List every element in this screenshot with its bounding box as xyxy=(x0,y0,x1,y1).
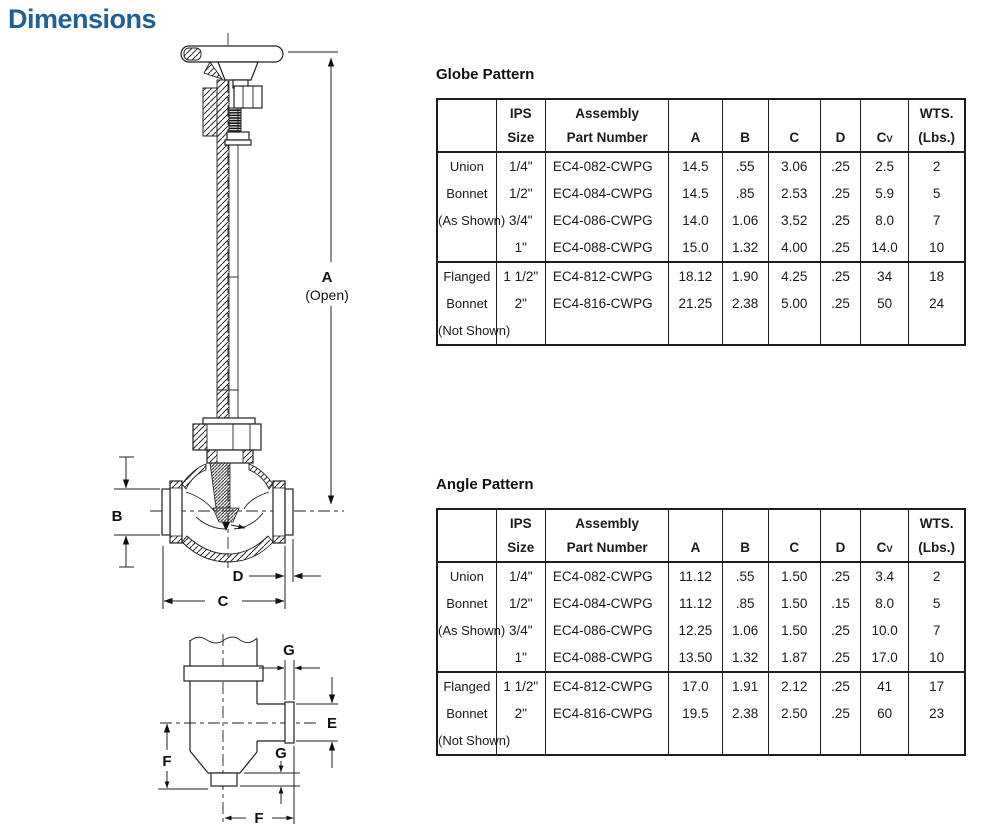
cell-text: 17 xyxy=(929,679,945,694)
cell-text: 15.0 xyxy=(682,240,709,255)
cell-text: 19.5 xyxy=(682,706,709,721)
dim-label-c: C xyxy=(217,593,229,610)
cell-text: 2" xyxy=(514,706,527,721)
cell-ips-size xyxy=(496,152,545,262)
cell-text: EC4-088-CWPG xyxy=(552,240,653,255)
cell-text: 14.0 xyxy=(682,213,709,228)
cell-text: .25 xyxy=(831,650,850,665)
cell-text: 2.53 xyxy=(781,186,808,201)
cell-text: EC4-084-CWPG xyxy=(552,596,653,611)
cell-text: Bonnet xyxy=(446,706,488,721)
header-cell-content xyxy=(861,100,908,151)
valve-body xyxy=(162,463,293,562)
header-text: Part Number xyxy=(566,540,648,555)
col-header-wts xyxy=(909,509,965,562)
cell-text: 34 xyxy=(877,269,893,284)
cell-text: EC4-082-CWPG xyxy=(552,569,653,584)
header-cell-content xyxy=(669,100,721,151)
angle-pattern-table xyxy=(436,508,966,756)
header-cv xyxy=(861,536,908,560)
cell-text: 2.50 xyxy=(781,706,808,721)
col-header-ips-size xyxy=(496,509,545,562)
cell-text: 21.25 xyxy=(678,296,713,311)
cell-text: Union xyxy=(449,159,484,174)
cell-dim-a xyxy=(669,562,722,672)
cell-text: 1/2" xyxy=(509,186,533,201)
cell-text: .55 xyxy=(735,159,755,174)
cell-text: 10 xyxy=(929,650,945,665)
table-group-row xyxy=(437,672,965,755)
cell-text: EC4-086-CWPG xyxy=(552,213,653,228)
col-header-c xyxy=(768,509,820,562)
header-text: WTS. xyxy=(919,106,954,121)
cell-text: 7 xyxy=(932,213,941,228)
header-text xyxy=(438,536,496,560)
cell-text: .25 xyxy=(831,569,850,584)
cell-text: .25 xyxy=(831,240,850,255)
header-cell-content xyxy=(497,510,545,561)
cell-text: 14.0 xyxy=(871,240,898,255)
cell-text: 11.12 xyxy=(679,596,712,611)
cell-text: 2.38 xyxy=(731,296,759,311)
cell-text: .25 xyxy=(831,186,850,201)
dim-label-open: (Open) xyxy=(305,287,349,303)
dimension-d xyxy=(233,539,321,609)
union-bonnet xyxy=(193,418,261,463)
cell-text: 5.9 xyxy=(875,186,894,201)
header-cv-main: C xyxy=(876,130,887,145)
cell-wts xyxy=(909,562,965,672)
table-group-row xyxy=(437,262,965,345)
cell-text: 17.0 xyxy=(682,679,709,694)
cell-text: .25 xyxy=(831,706,850,721)
angle-valve-drawing xyxy=(158,634,338,827)
cell-text: EC4-812-CWPG xyxy=(552,679,653,694)
dim-label-e: E xyxy=(326,715,338,732)
header-text: A xyxy=(690,540,701,555)
cell-text: 7 xyxy=(932,623,941,638)
dimension-g-top xyxy=(259,642,320,700)
table-group-row xyxy=(437,562,965,672)
valve-technical-drawing xyxy=(0,0,430,835)
cell-text: (Not Shown) xyxy=(438,323,511,338)
cell-text: 2.12 xyxy=(781,679,808,694)
cell-cv xyxy=(861,562,909,672)
cell-text: 11.12 xyxy=(679,569,712,584)
cell-text: .25 xyxy=(831,213,850,228)
header-text: B xyxy=(740,130,750,145)
cell-part-number xyxy=(545,152,668,262)
cell-text: 8.0 xyxy=(875,596,894,611)
cell-dim-c xyxy=(768,562,820,672)
header-cell-content xyxy=(497,100,545,151)
header-text: (Lbs.) xyxy=(918,540,955,555)
dim-label-b: B xyxy=(111,508,123,525)
header-cell-content xyxy=(723,510,768,561)
globe-pattern-section xyxy=(436,66,981,346)
col-header-assembly xyxy=(545,509,668,562)
cell-text: 1.50 xyxy=(781,596,808,611)
header-text: (Lbs.) xyxy=(918,130,955,145)
cell-wts xyxy=(909,262,965,345)
cell-text: Bonnet xyxy=(446,186,488,201)
angle-pattern-title: Angle Pattern xyxy=(436,476,534,493)
cell-text: 2.5 xyxy=(875,159,894,174)
cell-text: 1 1/2" xyxy=(503,269,539,284)
cell-text: 1" xyxy=(514,650,527,665)
col-header-a xyxy=(669,99,722,152)
cell-text: Flanged xyxy=(443,679,491,694)
cell-text: 5.00 xyxy=(781,296,808,311)
header-text: A xyxy=(690,130,701,145)
cell-text: 17.0 xyxy=(871,650,898,665)
dim-label-f-bottom: F xyxy=(254,810,264,827)
cell-text: (Not Shown) xyxy=(438,733,511,748)
cell-text: 18 xyxy=(929,269,945,284)
cell-dim-b xyxy=(722,562,768,672)
header-text: Part Number xyxy=(566,130,648,145)
dim-label-g-top: G xyxy=(283,642,295,659)
cell-text: 1.50 xyxy=(781,569,808,584)
cell-dim-c xyxy=(768,152,820,262)
cell-text: 2 xyxy=(932,569,941,584)
header-cell-content xyxy=(769,510,820,561)
header-text: D xyxy=(835,130,846,145)
cell-cv xyxy=(861,672,909,755)
cell-text: 3.52 xyxy=(781,213,808,228)
cell-text: 1/2" xyxy=(509,596,533,611)
header-cell-content xyxy=(438,510,496,561)
cell-dim-d xyxy=(820,672,860,755)
cell-text: 24 xyxy=(929,296,945,311)
header-cv-sub: V xyxy=(886,544,893,555)
col-header-a xyxy=(669,509,722,562)
cell-text: 1/4" xyxy=(509,159,533,174)
dimension-f-side xyxy=(158,724,208,789)
col-header-wts xyxy=(909,99,965,152)
cell-dim-c xyxy=(768,262,820,345)
header-cv-sub: V xyxy=(886,134,893,145)
cell-text: .25 xyxy=(831,623,850,638)
cell-text: 50 xyxy=(877,296,893,311)
cell-dim-a xyxy=(669,152,722,262)
cell-text: (As Shown) xyxy=(438,623,506,638)
cell-text: 41 xyxy=(877,679,893,694)
header-cv-main: C xyxy=(876,540,887,555)
col-header-cv xyxy=(861,509,909,562)
col-header-ips-size xyxy=(496,99,545,152)
cell-text: Bonnet xyxy=(446,596,488,611)
cell-text: EC4-084-CWPG xyxy=(552,186,653,201)
cell-text: 4.00 xyxy=(781,240,808,255)
cell-dim-a xyxy=(669,262,722,345)
cell-text: EC4-082-CWPG xyxy=(552,159,653,174)
cell-part-number xyxy=(545,672,668,755)
header-text: Size xyxy=(507,130,535,145)
header-cell-content xyxy=(723,100,768,151)
cell-text: EC4-088-CWPG xyxy=(552,650,653,665)
cell-text: 14.5 xyxy=(682,186,709,201)
header-text: C xyxy=(789,130,800,145)
cell-text: 1.91 xyxy=(731,679,759,694)
cell-text: 3.4 xyxy=(875,569,894,584)
cell-text: 1.87 xyxy=(781,650,808,665)
cell-text: (As Shown) xyxy=(438,213,506,228)
table-header-row xyxy=(437,99,965,152)
dim-label-a: A xyxy=(321,269,333,286)
cell-wts xyxy=(909,672,965,755)
cell-text: 1.32 xyxy=(731,650,759,665)
header-cell-content xyxy=(546,100,668,151)
cell-text: 14.5 xyxy=(682,159,709,174)
cell-dim-d xyxy=(820,262,860,345)
dim-label-g-bottom: G xyxy=(275,745,287,762)
cell-text: 5 xyxy=(932,186,941,201)
cell-text: 1.50 xyxy=(781,623,808,638)
col-header-d xyxy=(820,99,860,152)
cell-text: 3.06 xyxy=(781,159,808,174)
col-header-b xyxy=(722,99,768,152)
cell-type-label xyxy=(437,262,511,345)
cell-text: 60 xyxy=(877,706,893,721)
cell-dim-d xyxy=(820,562,860,672)
cell-cv xyxy=(861,152,909,262)
cell-ips-size xyxy=(496,562,545,672)
header-text: C xyxy=(789,540,800,555)
cell-type-label xyxy=(437,672,511,755)
cell-text: 12.25 xyxy=(678,623,713,638)
cell-dim-b xyxy=(722,262,768,345)
cell-text: 10 xyxy=(929,240,945,255)
cell-dim-c xyxy=(768,672,820,755)
cell-part-number xyxy=(545,262,668,345)
header-cell-content xyxy=(546,510,668,561)
header-cell-content xyxy=(909,100,964,151)
cell-text: EC4-086-CWPG xyxy=(552,623,653,638)
header-text: IPS xyxy=(509,516,532,531)
cell-text: 1" xyxy=(514,240,527,255)
cell-text: Union xyxy=(449,569,484,584)
cell-text: 8.0 xyxy=(875,213,894,228)
cell-text: .85 xyxy=(735,596,755,611)
cell-dim-a xyxy=(669,672,722,755)
cell-text: .25 xyxy=(831,296,850,311)
dimension-b xyxy=(112,457,160,567)
handwheel xyxy=(181,46,283,88)
dim-label-f-side: F xyxy=(162,753,172,770)
cell-cv xyxy=(861,262,909,345)
globe-pattern-table xyxy=(436,98,966,346)
cell-text: 3/4" xyxy=(509,623,533,638)
cell-text: 2" xyxy=(514,296,527,311)
cell-text: 5 xyxy=(932,596,941,611)
cell-text: .55 xyxy=(735,569,755,584)
angle-pattern-section xyxy=(436,476,981,756)
table-header-row xyxy=(437,509,965,562)
cell-text: 1.32 xyxy=(731,240,759,255)
cell-text: .25 xyxy=(831,679,850,694)
header-text: B xyxy=(740,540,750,555)
cell-text: EC4-816-CWPG xyxy=(552,296,653,311)
globe-valve-drawing xyxy=(112,33,349,610)
header-text: Size xyxy=(507,540,535,555)
cell-text: 1.06 xyxy=(731,623,759,638)
cell-text: Flanged xyxy=(443,269,491,284)
col-header-corner xyxy=(437,99,496,152)
col-header-c xyxy=(768,99,820,152)
header-cell-content xyxy=(669,510,721,561)
header-text: IPS xyxy=(509,106,532,121)
cell-text: 3/4" xyxy=(509,213,533,228)
col-header-b xyxy=(722,509,768,562)
header-cell-content xyxy=(861,510,908,561)
cell-text: 13.50 xyxy=(678,650,713,665)
header-text: Assembly xyxy=(575,106,640,121)
header-cell-content xyxy=(909,510,964,561)
dimension-g-bottom xyxy=(240,745,300,804)
header-text: Assembly xyxy=(575,516,640,531)
header-text: D xyxy=(835,540,846,555)
cell-text: 1.06 xyxy=(731,213,759,228)
page-title: Dimensions xyxy=(8,4,157,34)
cell-wts xyxy=(909,152,965,262)
dim-label-d: D xyxy=(232,568,244,585)
header-text: WTS. xyxy=(919,516,954,531)
cell-text: EC4-816-CWPG xyxy=(552,706,653,721)
header-cell-content xyxy=(769,100,820,151)
header-cell-content xyxy=(438,100,496,151)
col-header-assembly xyxy=(545,99,668,152)
table-group-row xyxy=(437,152,965,262)
cell-text: .15 xyxy=(831,596,850,611)
cell-text: .25 xyxy=(831,159,850,174)
cell-type-label xyxy=(437,562,506,672)
header-cell-content xyxy=(821,510,860,561)
cell-text: 2.38 xyxy=(731,706,759,721)
header-cv xyxy=(861,126,908,150)
cell-type-label xyxy=(437,152,506,262)
cell-text: 1/4" xyxy=(509,569,533,584)
header-cell-content xyxy=(821,100,860,151)
cell-dim-d xyxy=(820,152,860,262)
col-header-cv xyxy=(861,99,909,152)
cell-text: 1 1/2" xyxy=(503,679,539,694)
col-header-corner xyxy=(437,509,496,562)
cell-text: 23 xyxy=(929,706,945,721)
cell-part-number xyxy=(545,562,668,672)
cell-dim-b xyxy=(722,672,768,755)
angle-body xyxy=(184,637,294,786)
cell-text: 10.0 xyxy=(871,623,898,638)
globe-pattern-title: Globe Pattern xyxy=(436,66,535,83)
cell-dim-b xyxy=(722,152,768,262)
cell-text: Bonnet xyxy=(446,296,488,311)
packing-nut xyxy=(203,86,262,145)
cell-text: 1.90 xyxy=(731,269,759,284)
header-text xyxy=(438,126,496,150)
cell-text: .85 xyxy=(735,186,755,201)
dimension-a xyxy=(288,52,349,504)
cell-text: EC4-812-CWPG xyxy=(552,269,653,284)
col-header-d xyxy=(820,509,860,562)
cell-text: 2 xyxy=(932,159,941,174)
cell-text: .25 xyxy=(831,269,850,284)
cell-text: 4.25 xyxy=(781,269,808,284)
cell-text: 18.12 xyxy=(678,269,713,284)
dimension-e xyxy=(296,677,338,768)
